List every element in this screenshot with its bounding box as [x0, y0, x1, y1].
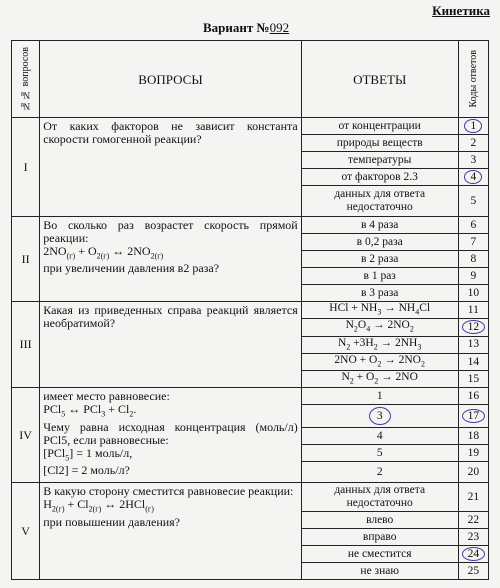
question-text-line: В какую сторону сместится равновесие реакции: — [43, 484, 294, 499]
header-codes-label: Коды ответов — [467, 50, 479, 108]
question-number: IV — [12, 388, 40, 483]
question-text: Какая из приведенных справа реакций является необратимой? — [40, 302, 302, 388]
answer-circle: 1 — [464, 119, 482, 133]
answer-option[interactable]: 4 — [301, 428, 458, 445]
answer-code: 16 — [458, 388, 488, 405]
question-text-line: [Cl2] = 2 моль/л? — [43, 463, 130, 478]
answer-option[interactable]: в 2 раза — [301, 251, 458, 268]
answer-circle: 12 — [462, 320, 486, 334]
question-text — [40, 388, 302, 483]
answer-code: 7 — [458, 234, 488, 251]
question-equation: [PCl$_5$] = 1 моль/л, — [43, 445, 133, 463]
question-equation: $2NO_{(г)} + O_{2(г)}$ ↔ $2NO_{2(г)}$ — [43, 244, 164, 261]
question-number: III — [12, 302, 40, 388]
answer-code: 11 — [458, 302, 488, 319]
answer-code: 23 — [458, 529, 488, 546]
table-row — [12, 302, 489, 319]
test-table — [11, 40, 489, 580]
answer-code: 13 — [458, 336, 488, 353]
answer-code: 25 — [458, 563, 488, 580]
answer-option[interactable]: природы веществ — [301, 135, 458, 152]
answer-code — [458, 405, 488, 428]
answer-option[interactable]: данных для ответа недостаточно — [301, 186, 458, 217]
answer-code: 18 — [458, 428, 488, 445]
variant-number: 092 — [269, 20, 290, 35]
table-row — [12, 217, 489, 234]
table-header — [12, 41, 489, 118]
answer-code: 6 — [458, 217, 488, 234]
answer-option[interactable]: в 1 раз — [301, 268, 458, 285]
answer-code — [458, 118, 488, 135]
answer-option[interactable]: $N_2 + O_2 \to 2NO$ — [301, 371, 458, 388]
answer-code: 5 — [458, 186, 488, 217]
answer-option[interactable]: в 4 раза — [301, 217, 458, 234]
answer-option[interactable]: $N_2 +3H_2 \to 2NH_3$ — [301, 336, 458, 353]
answer-option[interactable]: не знаю — [301, 563, 458, 580]
answer-code — [458, 546, 488, 563]
answer-code: 21 — [458, 483, 488, 512]
table-row — [12, 118, 489, 135]
question-number: II — [12, 217, 40, 302]
answer-code: 14 — [458, 353, 488, 370]
header-num — [12, 41, 40, 118]
answer-option[interactable]: данных для ответа недостаточно — [301, 483, 458, 512]
header-codes — [458, 41, 488, 118]
question-text: От каких факторов не зависит константа скорости гомогенной реакции? — [40, 118, 302, 217]
table-row — [12, 483, 489, 512]
question-text-line: Во сколько раз возрастет скорость прямой реакции: — [43, 218, 298, 245]
answer-circle: 17 — [462, 409, 486, 423]
question-text-line: Чему равна исходная концентрация (моль/л) PCl5, если равновесные: — [43, 419, 298, 447]
answer-code: 15 — [458, 371, 488, 388]
answer-option[interactable]: от концентрации — [301, 118, 458, 135]
answer-option[interactable]: в 3 раза — [301, 285, 458, 302]
variant-title — [203, 20, 289, 36]
answer-option[interactable]: в 0,2 раза — [301, 234, 458, 251]
answer-code: 3 — [458, 152, 488, 169]
answer-option[interactable]: $2NO + O_2 \to 2NO_2$ — [301, 353, 458, 370]
answer-code — [458, 319, 488, 336]
answer-option[interactable]: влево — [301, 512, 458, 529]
answer-circle: 3 — [369, 407, 391, 425]
answer-option[interactable]: температуры — [301, 152, 458, 169]
question-text — [40, 217, 302, 302]
table-row — [12, 388, 489, 405]
subject-title: Кинетика — [432, 3, 490, 18]
answer-code: 22 — [458, 512, 488, 529]
answer-code: 20 — [458, 462, 488, 483]
answer-code: 8 — [458, 251, 488, 268]
answer-circle: 4 — [464, 170, 482, 184]
answer-code: 2 — [458, 135, 488, 152]
question-equation: $H_{2(г)} + Cl_{2(г)}$ ↔ 2HCl$_{(г)}$ — [43, 497, 154, 514]
answer-option[interactable] — [301, 405, 458, 428]
question-text-line: при увеличении давления в2 раза? — [43, 261, 220, 276]
question-number: I — [12, 118, 40, 217]
question-text-line: при повышении давления? — [43, 514, 181, 529]
answer-code — [458, 169, 488, 186]
question-text-line: имеет место равновесие: — [43, 389, 170, 404]
header-num-label: №№ вопросов — [20, 47, 32, 111]
answer-option[interactable]: не сместится — [301, 546, 458, 563]
answer-code: 9 — [458, 268, 488, 285]
answer-option[interactable]: $N_2O_4 \to 2NO_2$ — [301, 319, 458, 336]
question-text — [40, 483, 302, 580]
question-equation: PCl$_5$ ↔ $PCl_3 + Cl_2$. — [43, 402, 137, 419]
answer-option[interactable]: 1 — [301, 388, 458, 405]
answer-code: 19 — [458, 445, 488, 462]
answer-option[interactable]: HCl + $NH_3 \to NH_4Cl$ — [301, 302, 458, 319]
answer-option[interactable]: вправо — [301, 529, 458, 546]
header-answers: ОТВЕТЫ — [301, 41, 458, 118]
variant-label: Вариант № — [203, 20, 270, 35]
answer-option[interactable]: 5 — [301, 445, 458, 462]
question-number: V — [12, 483, 40, 580]
answer-option[interactable]: 2 — [301, 462, 458, 483]
header-questions: ВОПРОСЫ — [40, 41, 302, 118]
answer-code: 10 — [458, 285, 488, 302]
answer-circle: 24 — [462, 547, 486, 561]
answer-option[interactable]: от факторов 2.3 — [301, 169, 458, 186]
